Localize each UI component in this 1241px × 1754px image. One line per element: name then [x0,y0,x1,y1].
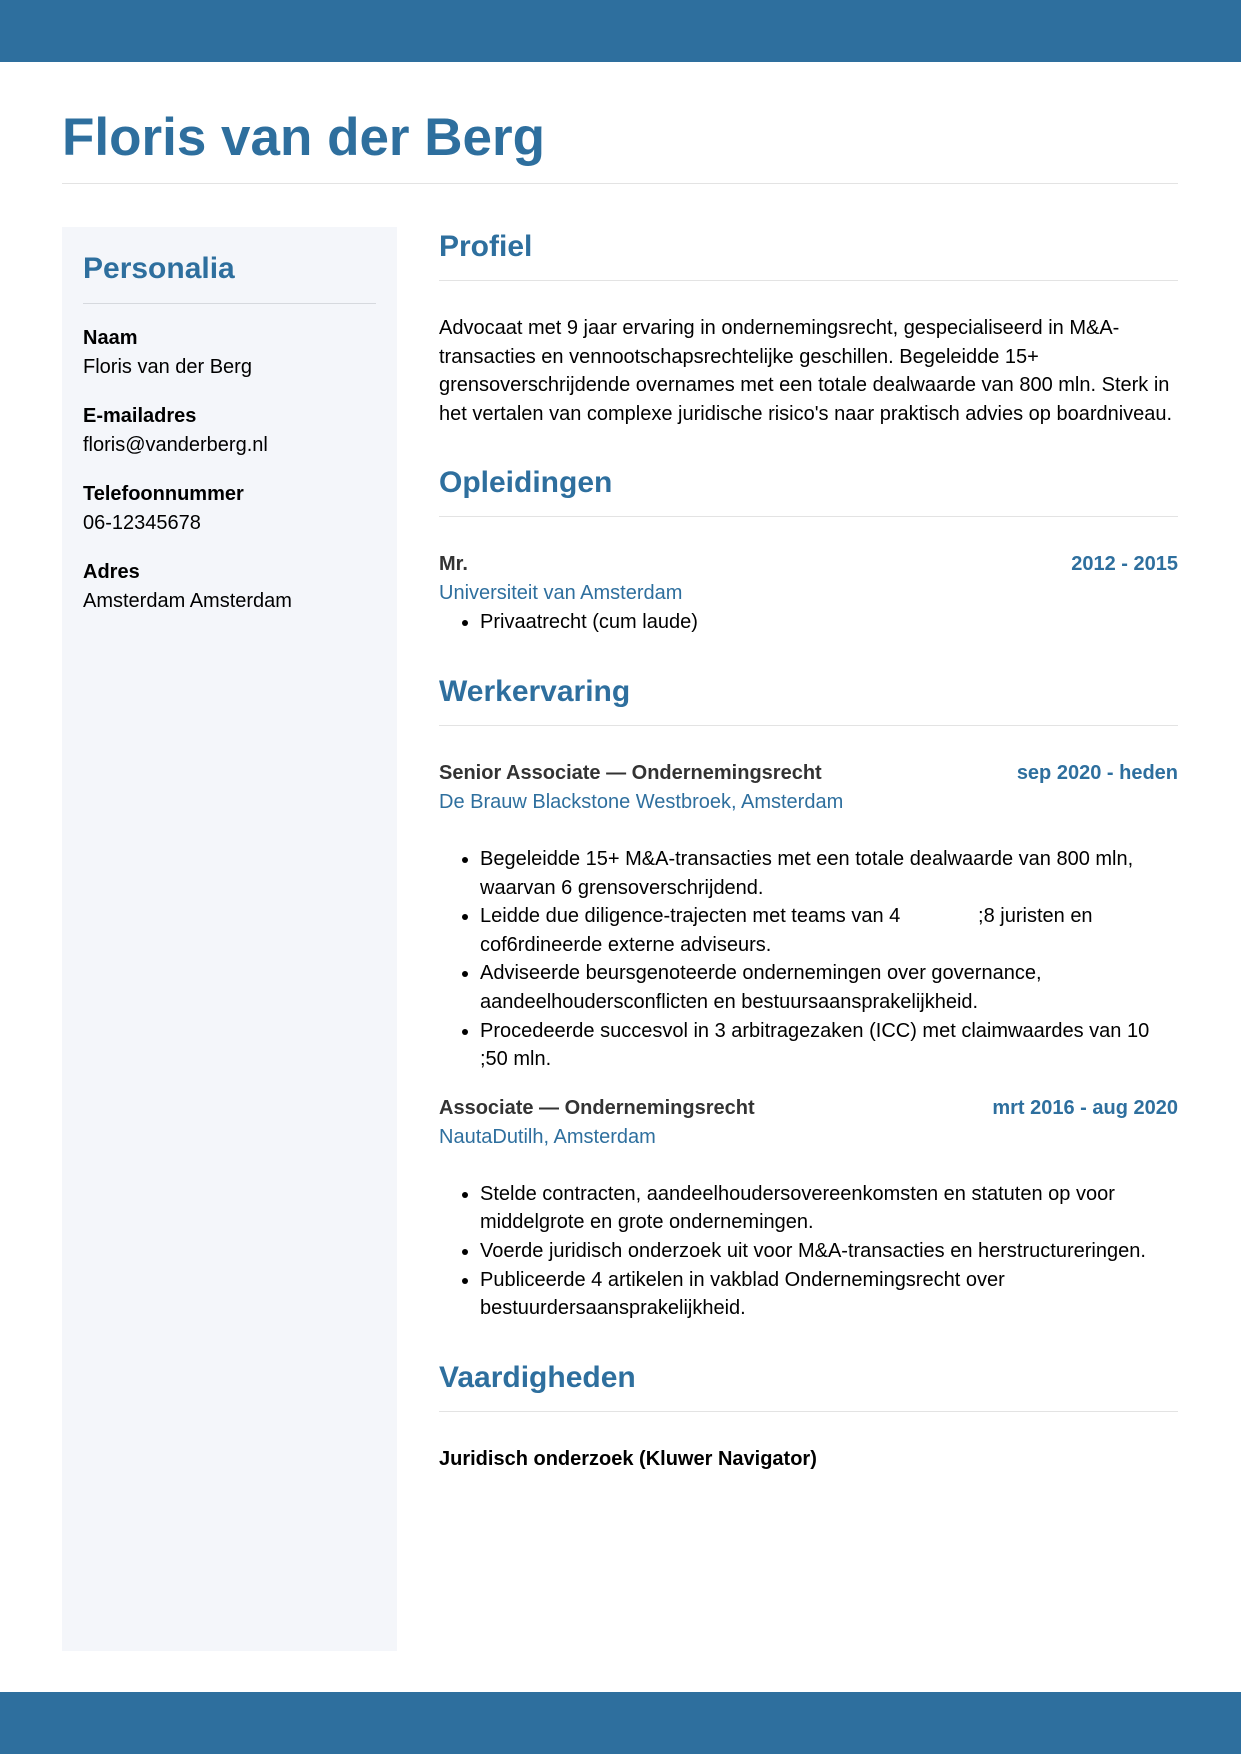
list-item: • Stelde contracten, aandeelhoudersovereenkomsten en statuten op voor middelgrote en grote ondernemingen. [480,1180,1178,1237]
section-divider [439,516,1178,517]
personal-value: Floris van der Berg [83,356,252,378]
section-divider [439,725,1178,726]
personal-label: E-mailadres [83,405,197,427]
main-content [439,225,1227,1474]
entry-header [439,759,1178,788]
candidate-name: Floris van der Berg [62,108,546,167]
personal-label: Telefoonnummer [83,483,244,505]
job-company: De Brauw Blackstone Westbroek, Amsterdam [439,790,844,813]
profile-text: Advocaat met 9 jaar ervaring in ondernemingsrecht, gespecialiseerd in M&A-transacties en vennootschapsrechtelijke geschillen. Begeleidde 15+ grensoverschrijdende overnames met een totale dealwaarde van 800 mln. Sterk in het vertalen van complexe juridische risico's naar praktisch advies op boardniveau. [439,317,1173,425]
personal-value: Amsterdam Amsterdam [83,590,292,612]
job-bullets [439,1180,1178,1323]
education-bullets [439,608,1178,637]
list-item: • Voerde juridisch onderzoek uit voor M&A-transacties en herstructureringen. [480,1237,1178,1266]
list-item: • Adviseerde beursgenoteerde ondernemingen over governance, aandeelhoudersconflicten en bestuursaansprakelijkheid. [480,959,1178,1016]
personal-item-address [83,558,376,616]
personal-details-sidebar [62,227,397,1651]
job-bullets [439,845,1227,1074]
sidebar-divider [83,303,376,304]
entry-header [439,1094,1178,1123]
list-item: • Leidde due diligence-trajecten met teams van 4 ;8 juristen en cof6rdineerde externe adviseurs. [480,902,1178,959]
job-dates: mrt 2016 - aug 2020 [992,1096,1178,1119]
experience-entry [439,759,1227,1074]
personal-value: floris@vanderberg.nl [83,434,268,456]
section-title: Vaardigheden [439,1360,636,1394]
experience-section [439,670,1227,1323]
personal-label: Adres [83,561,140,583]
education-institution: Universiteit van Amsterdam [439,582,683,605]
personal-item-name [83,324,376,382]
skill-item: Juridisch onderzoek (Kluwer Navigator) [439,1447,817,1470]
section-title: Werkervaring [439,674,631,708]
top-accent-bar [0,0,1241,62]
list-item: • Privaatrecht (cum laude) [480,608,1178,637]
personal-item-email [83,402,376,460]
entry-header [439,550,1178,579]
education-section [439,461,1178,637]
section-title: Profiel [439,230,533,263]
section-divider [439,1411,1178,1412]
education-dates: 2012 - 2015 [1071,553,1178,576]
personal-item-phone [83,480,376,538]
job-title: Senior Associate — Ondernemingsrecht [439,761,822,784]
education-entry [439,550,1178,637]
skills-section [439,1356,1178,1474]
personal-value: 06-12345678 [83,512,201,534]
job-title: Associate — Ondernemingsrecht [439,1096,755,1119]
job-dates: sep 2020 - heden [1016,761,1178,784]
section-divider [439,280,1178,281]
list-item: • Procedeerde succesvol in 3 arbitragezaken (ICC) met claimwaardes van 10 ;50 mln. [480,1017,1178,1074]
sidebar-title: Personalia [83,252,235,285]
job-company: NautaDutilh, Amsterdam [439,1125,656,1148]
education-degree: Mr. [439,553,468,576]
section-title: Opleidingen [439,466,613,500]
experience-entry [439,1094,1178,1323]
list-item: • Begeleidde 15+ M&A-transacties met een totale dealwaarde van 800 mln, waarvan 6 grensoverschrijdend. [480,845,1178,902]
personal-label: Naam [83,327,138,349]
profile-section [439,225,1178,428]
bottom-accent-bar [0,1692,1241,1754]
list-item: • Publiceerde 4 artikelen in vakblad Ondernemingsrecht over bestuurdersaansprakelijkheid. [480,1266,1178,1323]
name-divider [62,183,1178,184]
